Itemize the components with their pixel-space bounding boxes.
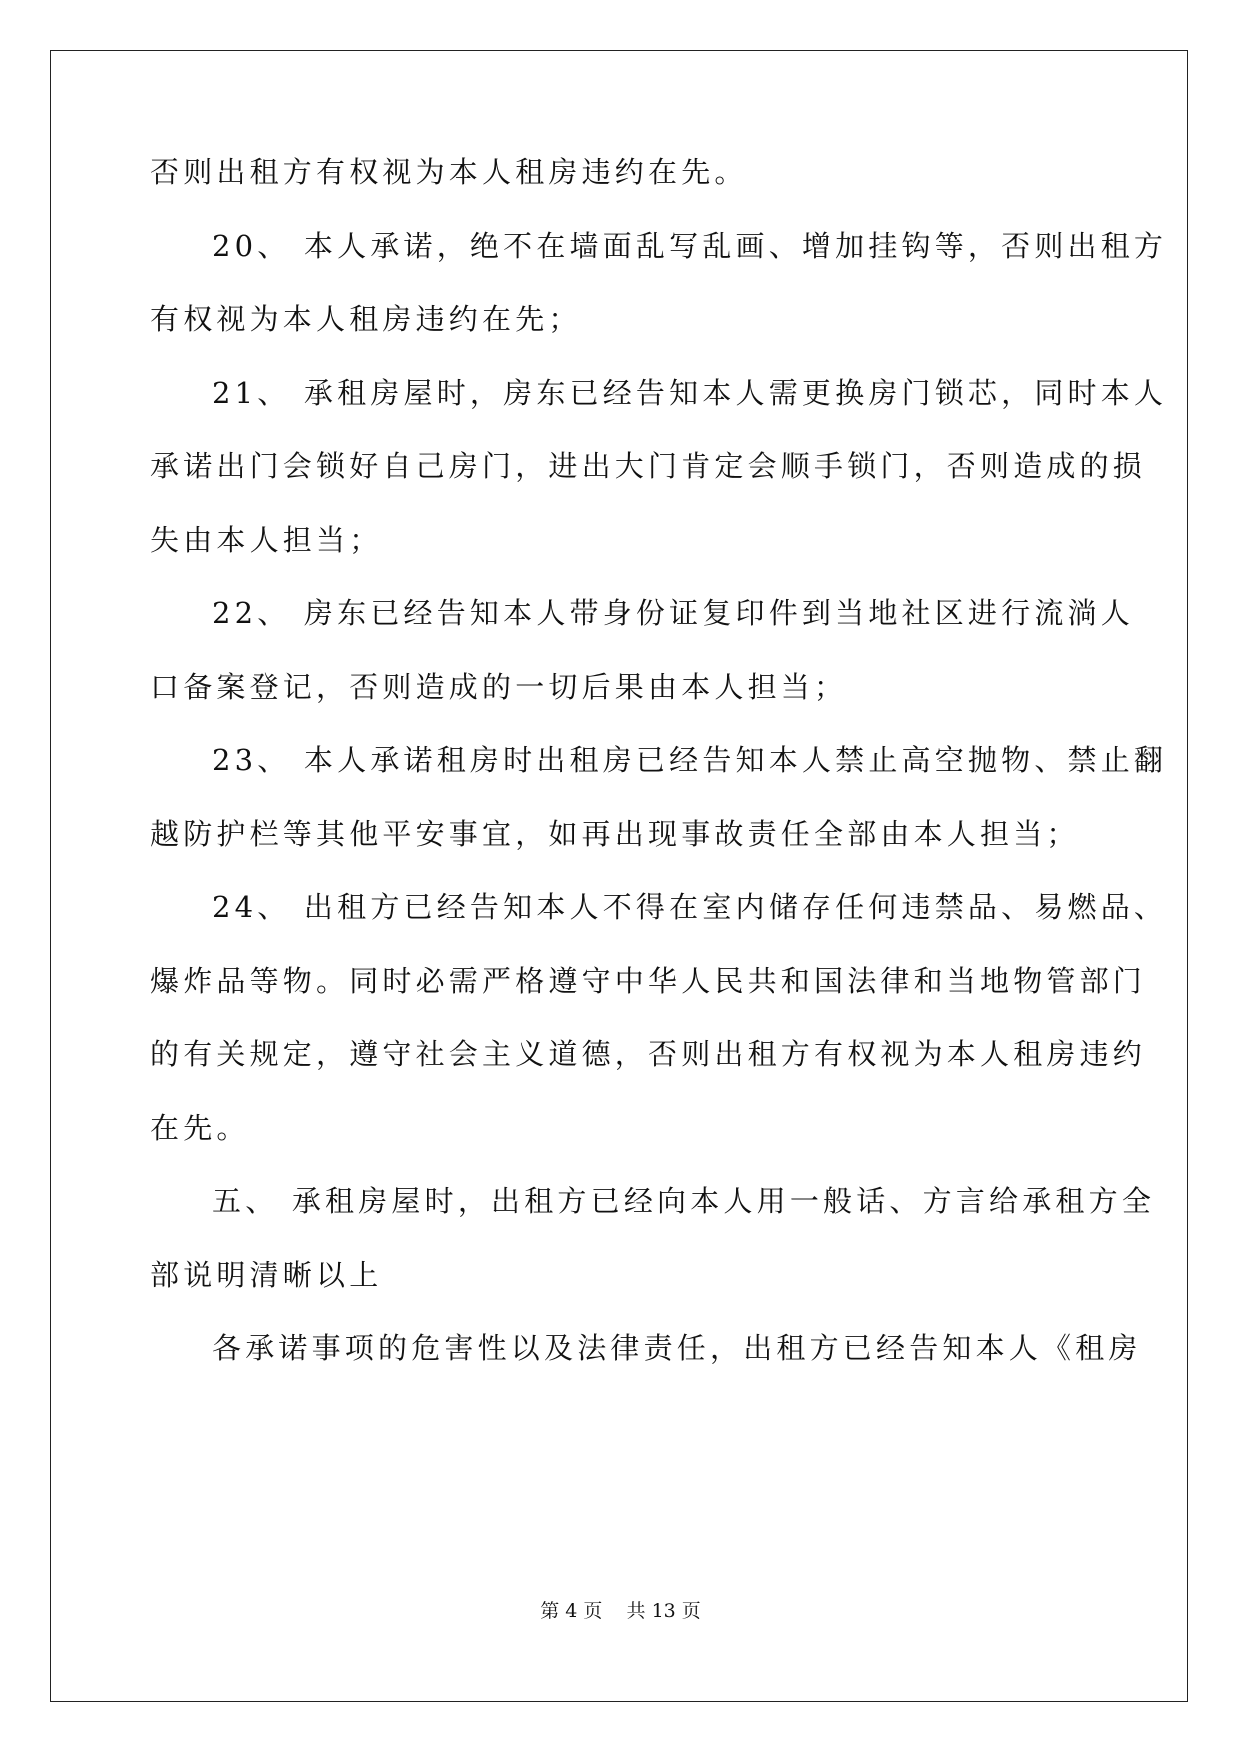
clause-20: 20、 本人承诺，绝不在墙面乱写乱画、增加挂钩等，否则出租方	[212, 229, 1168, 263]
text-line: 失由本人担当；	[150, 523, 383, 557]
clause-23: 23、 本人承诺租房时出租房已经告知本人禁止高空抛物、禁止翻	[212, 743, 1168, 777]
clause-22: 22、 房东已经告知本人带身份证复印件到当地社区进行流淌人	[212, 596, 1134, 630]
text-line: 的有关规定，遵守社会主义道德，否则出租方有权视为本人租房违约	[150, 1037, 1147, 1071]
page-border	[50, 50, 1188, 1702]
clause-21: 21、 承租房屋时，房东已经告知本人需更换房门锁芯，同时本人	[212, 376, 1168, 410]
text-line: 爆炸品等物。同时必需严格遵守中华人民共和国法律和当地物管部门	[150, 964, 1147, 998]
clause-five: 五、 承租房屋时，出租方已经向本人用一般话、方言给承租方全	[212, 1184, 1156, 1218]
text-line: 否则出租方有权视为本人租房违约在先。	[150, 155, 748, 189]
text-line: 有权视为本人租房违约在先；	[150, 302, 582, 336]
text-line: 在先。	[150, 1111, 250, 1145]
clause-24: 24、 出租方已经告知本人不得在室内储存任何违禁品、易燃品、	[212, 890, 1168, 924]
page-number-footer: 第 4 页 共 13 页	[540, 1600, 701, 1622]
text-line: 口备案登记，否则造成的一切后果由本人担当；	[150, 670, 848, 704]
text-line: 各承诺事项的危害性以及法律责任，出租方已经告知本人《租房	[212, 1331, 1142, 1365]
text-line: 越防护栏等其他平安事宜，如再出现事故责任全部由本人担当；	[150, 817, 1080, 851]
text-line: 部说明清晰以上	[150, 1258, 383, 1292]
text-line: 承诺出门会锁好自己房门，进出大门肯定会顺手锁门，否则造成的损	[150, 449, 1147, 483]
